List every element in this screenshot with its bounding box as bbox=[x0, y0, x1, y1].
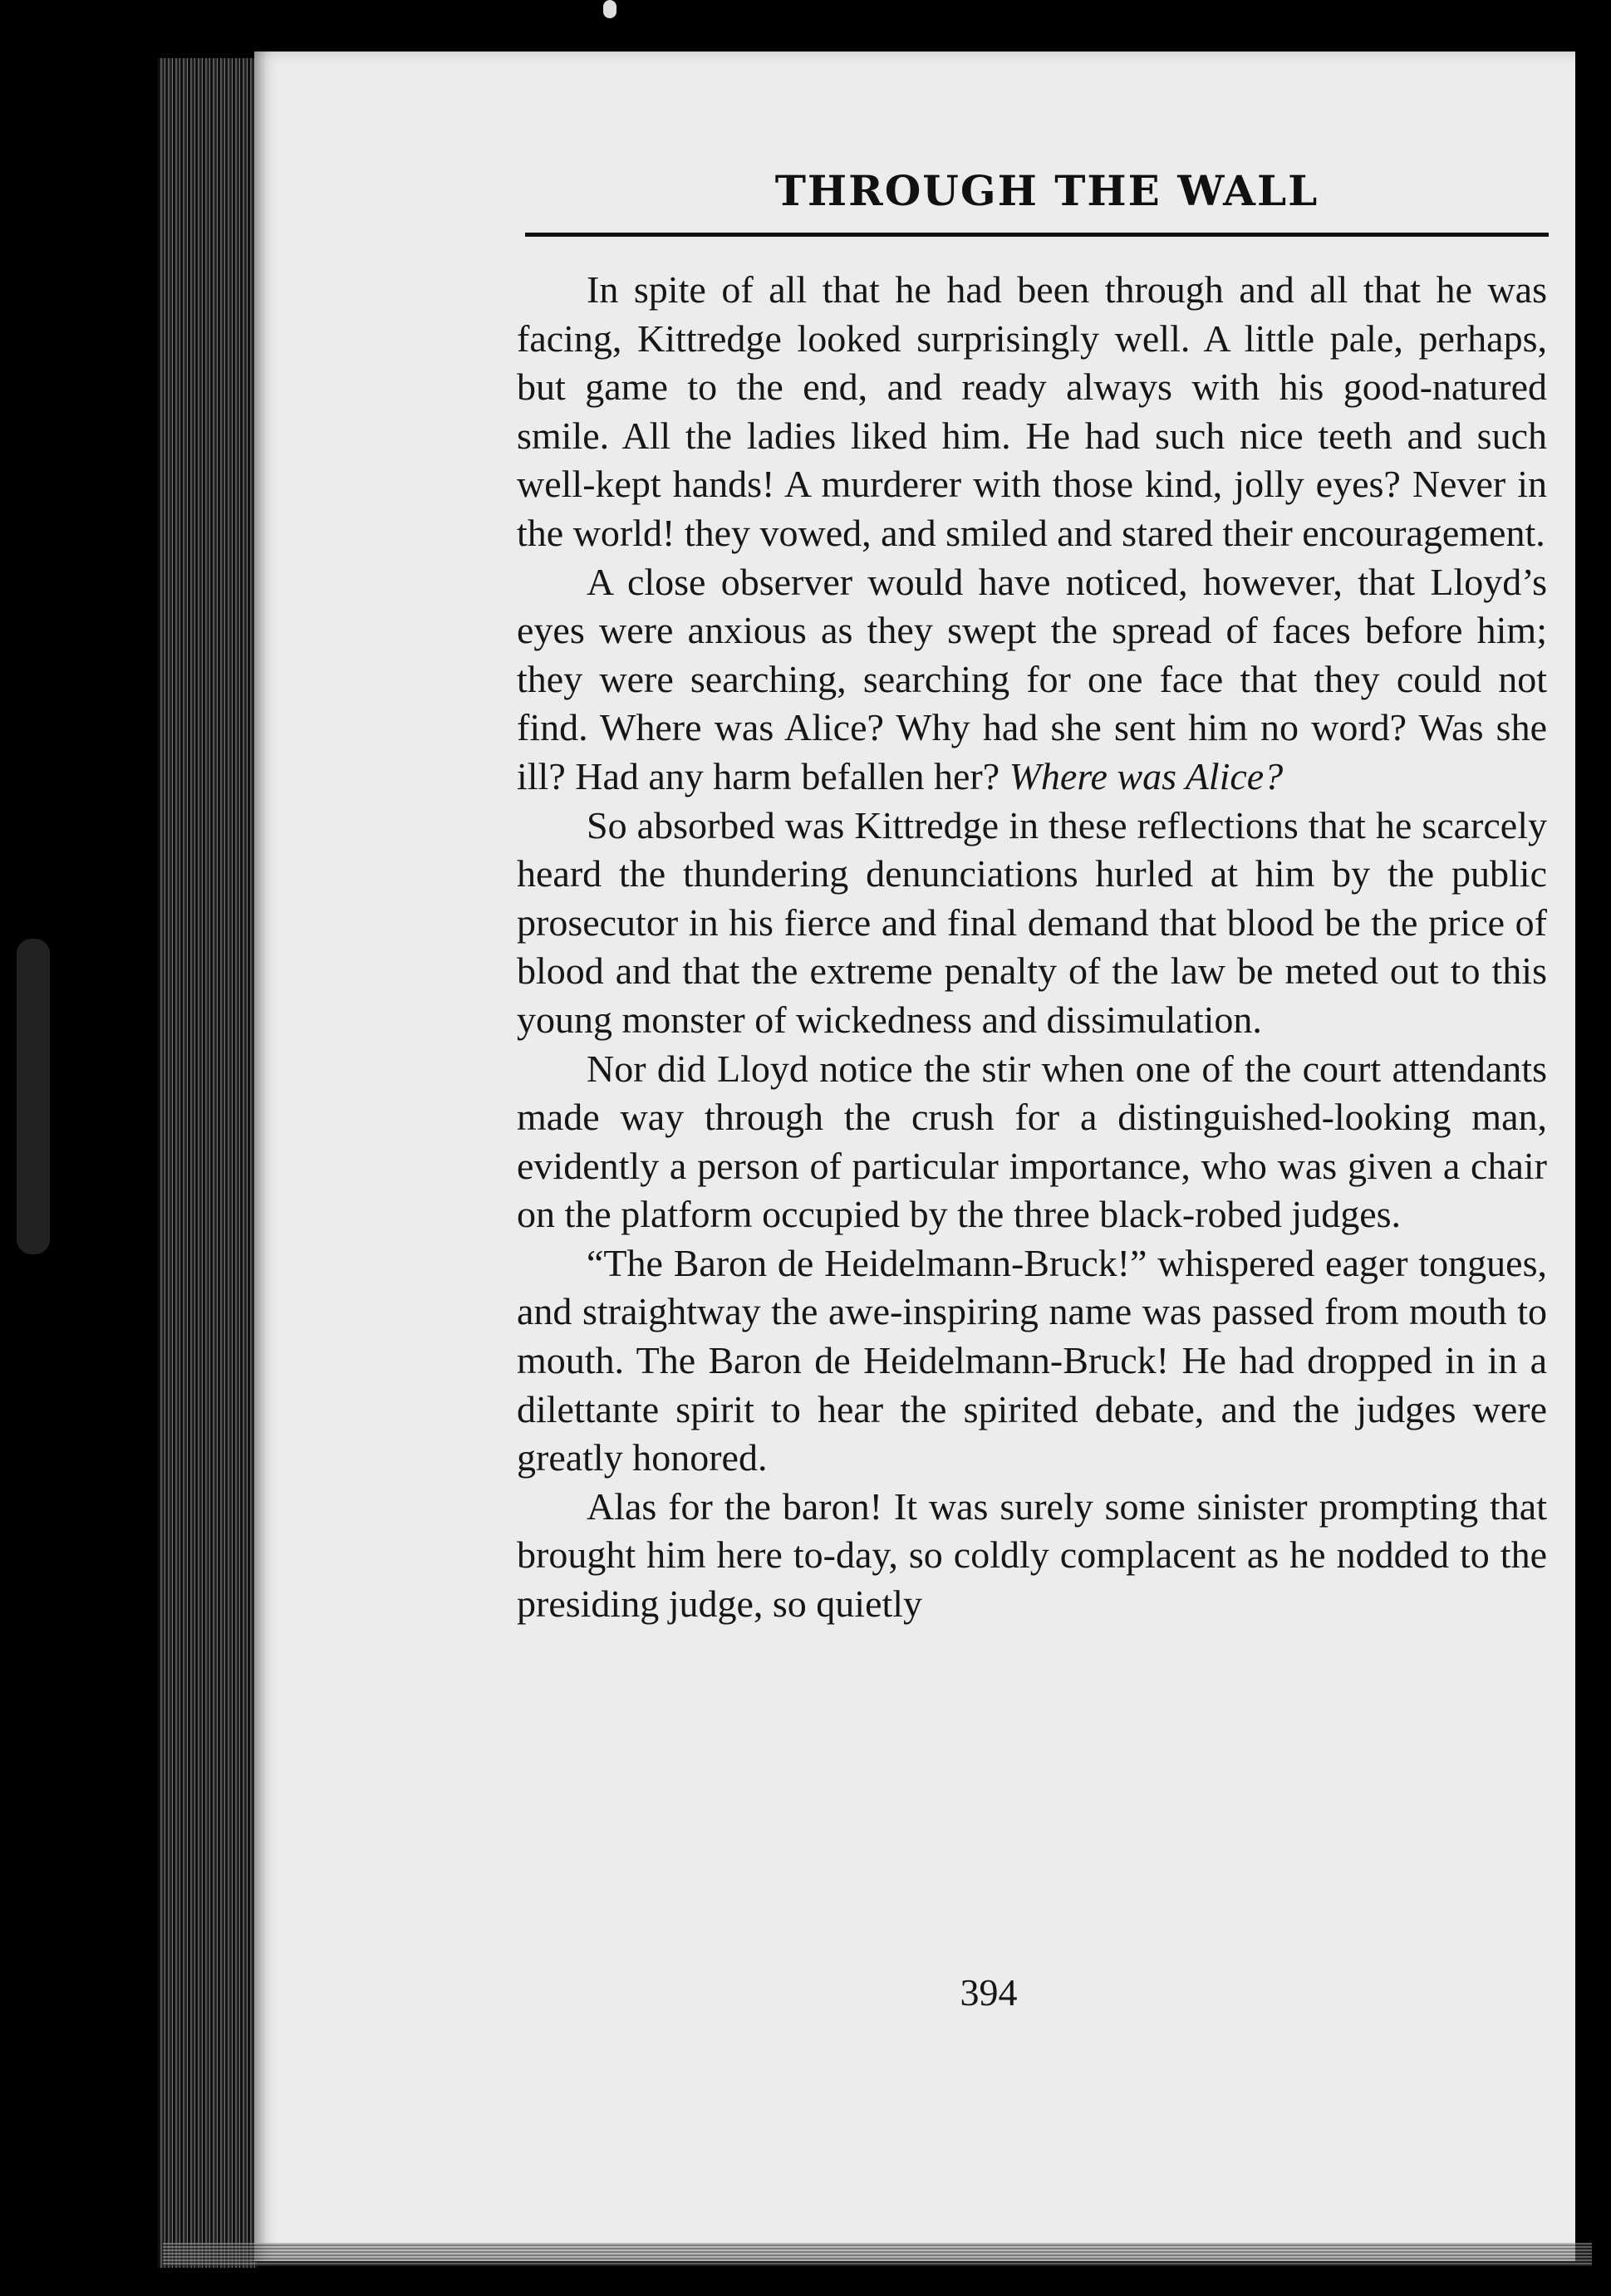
header-rule bbox=[525, 233, 1549, 237]
scan-border bbox=[1586, 0, 1611, 2296]
paragraph: So absorbed was Kittredge in these reflections that he scarcely heard the thundering denunciations hurled at him by the public prosecutor in his fierce and final demand that blood be the price of blood and that the extreme penalty of the law be meted out to this young monster of wickedness and dissimulation. bbox=[517, 803, 1547, 1041]
paragraph: In spite of all that he had been through and all that he was facing, Kittredge looked surprisingly well. A little pale, perhaps, but game to the end, and ready always with his good-natured smile. All the ladies liked him. He had such nice teeth and such well-kept hands! A murderer with those kind, jolly eyes? Never in the world! they vowed, and smiled and stared their encouragement. bbox=[517, 268, 1547, 554]
paragraph: Nor did Lloyd notice the stir when one of the court attendants made way through the crush for a distinguished-looking man, evidently a person of particular importance, who was given a chair on the platform occupied by the three black-robed judges. bbox=[517, 1047, 1547, 1236]
page-edge-stack bbox=[158, 58, 258, 2268]
paragraph: “The Baron de Heidelmann-Bruck!” whispered eager tongues, and straightway the awe-inspiring name was passed from mouth to mouth. The Baron de Heidelmann-Bruck! He had dropped in in a dilettante spirit to hear the spirited debate, and the judges were greatly honored. bbox=[517, 1241, 1547, 1479]
paragraph: Alas for the baron! It was surely some sinister prompting that brought him here to-day, so coldly complacent as he nodded to the presiding judge, so quietly bbox=[517, 1484, 1547, 1626]
scan-artifact bbox=[603, 0, 616, 18]
running-head: THROUGH THE WALL bbox=[774, 166, 1319, 215]
paragraph bbox=[517, 558, 1547, 802]
italic-phrase: Where was Alice? bbox=[1009, 754, 1284, 797]
page-number: 394 bbox=[960, 1971, 1018, 2014]
spine-mark bbox=[17, 939, 50, 1254]
paragraph-text: A close observer would have noticed, however, that Lloyd’s eyes were anxious as they swept the spread of faces before him; they were searching, searching for one face that they could not find. Where was Alice? Why had she sent him no word? Was she ill? Had any harm befallen her? bbox=[517, 560, 1547, 797]
body-text bbox=[517, 266, 1547, 1629]
book-spine bbox=[0, 0, 158, 2296]
page-bottom-edge bbox=[163, 2243, 1592, 2266]
